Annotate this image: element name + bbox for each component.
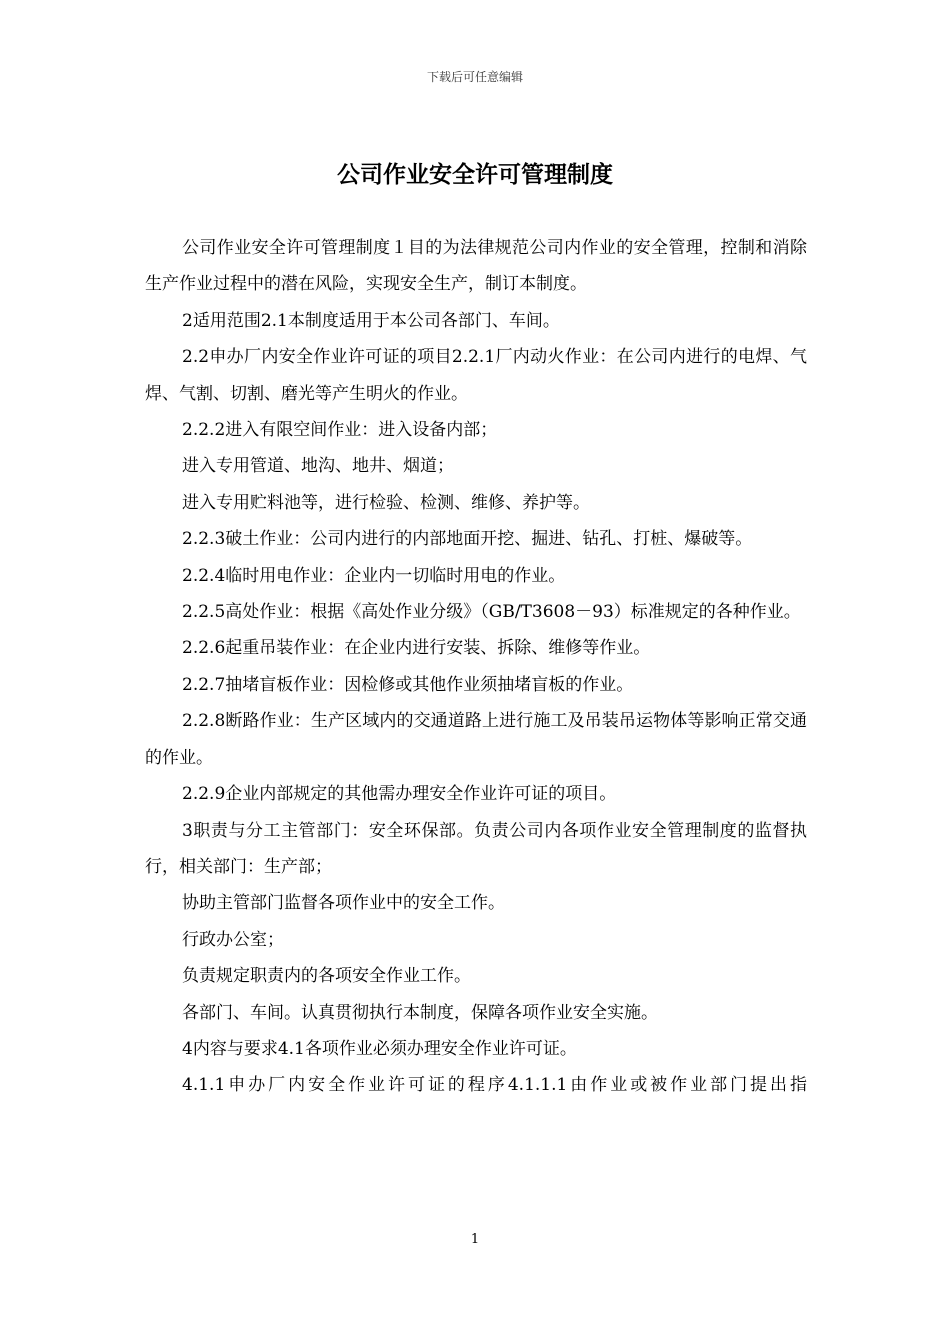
paragraph: 2.2.4临时用电作业：企业内一切临时用电的作业。 [182,565,566,586]
paragraph: 进入专用管道、地沟、地井、烟道； [182,456,454,477]
paragraph: 2.2.3破土作业：公司内进行的内部地面开挖、掘进、钻孔、打桩、爆破等。 [182,529,753,550]
paragraph: 协助主管部门监督各项作业中的安全工作。 [182,893,505,914]
paragraph: 2适用范围2.1本制度适用于本公司各部门、车间。 [182,310,560,331]
paragraph: 进入专用贮料池等，进行检验、检测、维修、养护等。 [182,492,590,513]
paragraph: 4.1.1申办厂内安全作业许可证的程序4.1.1.1由作业或被作业部门提出指 [182,1075,807,1096]
page-number: 1 [470,1232,480,1247]
paragraph: 各部门、车间。认真贯彻执行本制度，保障各项作业安全实施。 [182,1002,658,1023]
paragraph: 行政办公室； [182,929,284,950]
document-body [145,230,807,1104]
paragraph: 2.2申办厂内安全作业许可证的项目2.2.1厂内动火作业：在公司内进行的电焊、气焊、气割、切割、磨光等产生明火的作业。 [145,347,807,404]
paragraph: 2.2.6起重吊装作业：在企业内进行安装、拆除、维修等作业。 [182,638,651,659]
paragraph: 3职责与分工主管部门：安全环保部。负责公司内各项作业安全管理制度的监督执行，相关部门：生产部； [145,820,807,877]
document-title: 公司作业安全许可管理制度 [337,162,613,188]
paragraph: 负责规定职责内的各项安全作业工作。 [182,966,471,987]
paragraph: 2.2.5高处作业：根据《高处作业分级》（GB/T3608－93）标准规定的各种作业。 [182,602,801,623]
paragraph: 4内容与要求4.1各项作业必须办理安全作业许可证。 [182,1038,577,1059]
paragraph: 2.2.8断路作业：生产区域内的交通道路上进行施工及吊装吊运物体等影响正常交通的作业。 [145,711,807,768]
paragraph: 2.2.9企业内部规定的其他需办理安全作业许可证的项目。 [182,784,617,805]
paragraph: 2.2.7抽堵盲板作业：因检修或其他作业须抽堵盲板的作业。 [182,674,634,695]
paragraph: 公司作业安全许可管理制度１目的为法律规范公司内作业的安全管理，控制和消除生产作业过程中的潜在风险，实现安全生产，制订本制度。 [145,238,807,295]
page-header-note: 下载后可任意编辑 [426,70,523,84]
paragraph: 2.2.2进入有限空间作业：进入设备内部； [182,420,498,441]
